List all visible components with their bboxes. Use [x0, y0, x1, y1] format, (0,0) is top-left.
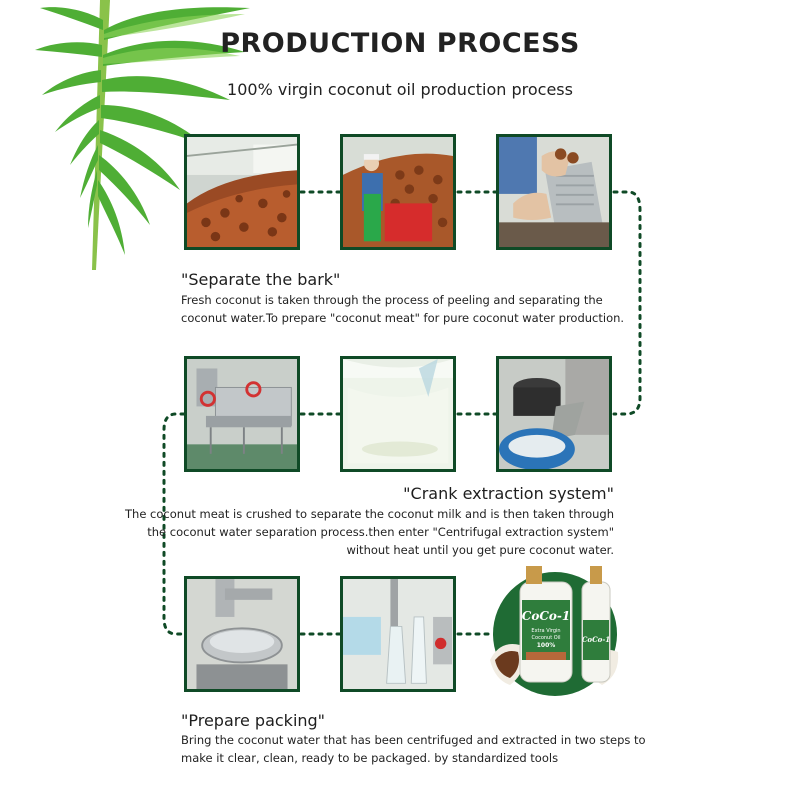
step-2-heading: "Crank extraction system"	[403, 484, 614, 503]
step-1-line-2: coconut water.To prepare "coconut meat" for pure coconut water production.	[181, 311, 625, 325]
step-2-description	[125, 505, 614, 559]
step-3-heading: "Prepare packing"	[181, 711, 326, 730]
product-label-line-2: Coconut Oil	[531, 635, 561, 641]
photo-extraction-barrel	[496, 356, 612, 472]
photo-bottle-filling	[340, 576, 456, 692]
step-2-line-2: the coconut water separation process.then enter "Centrifugal extraction system"	[147, 525, 614, 539]
photo-coconut-milk	[340, 356, 456, 472]
photo-hands-machine	[496, 134, 612, 250]
step-1-heading: "Separate the bark"	[181, 270, 341, 289]
page-title: PRODUCTION PROCESS	[220, 28, 580, 59]
photo-worker-peeling	[340, 134, 456, 250]
product-label-line-3: 100%	[536, 642, 556, 649]
step-1-description	[181, 291, 624, 327]
page-subtitle: 100% virgin coconut oil production process	[227, 80, 573, 99]
product-brand-small: CoCo-1	[581, 635, 611, 644]
photo-coconut-pile	[184, 134, 300, 250]
product-image	[490, 560, 620, 700]
step-1-line-1: Fresh coconut is taken through the process of peeling and separating the	[181, 293, 603, 307]
step-2-line-1: The coconut meat is crushed to separate the coconut milk and is then taken through	[125, 507, 614, 521]
step-3-line-1: Bring the coconut water that has been centrifuged and extracted in two steps to	[181, 733, 646, 747]
step-3-line-2: make it clear, clean, ready to be packaged. by standardized tools	[181, 751, 559, 765]
step-2-line-3: without heat until you get pure coconut water.	[346, 543, 614, 557]
photo-crank-machine	[184, 356, 300, 472]
step-3-description	[181, 731, 646, 767]
product-brand: CoCo-1	[521, 609, 571, 623]
product-label-line-1: Extra Virgin	[531, 628, 561, 634]
photo-filter-sieve	[184, 576, 300, 692]
